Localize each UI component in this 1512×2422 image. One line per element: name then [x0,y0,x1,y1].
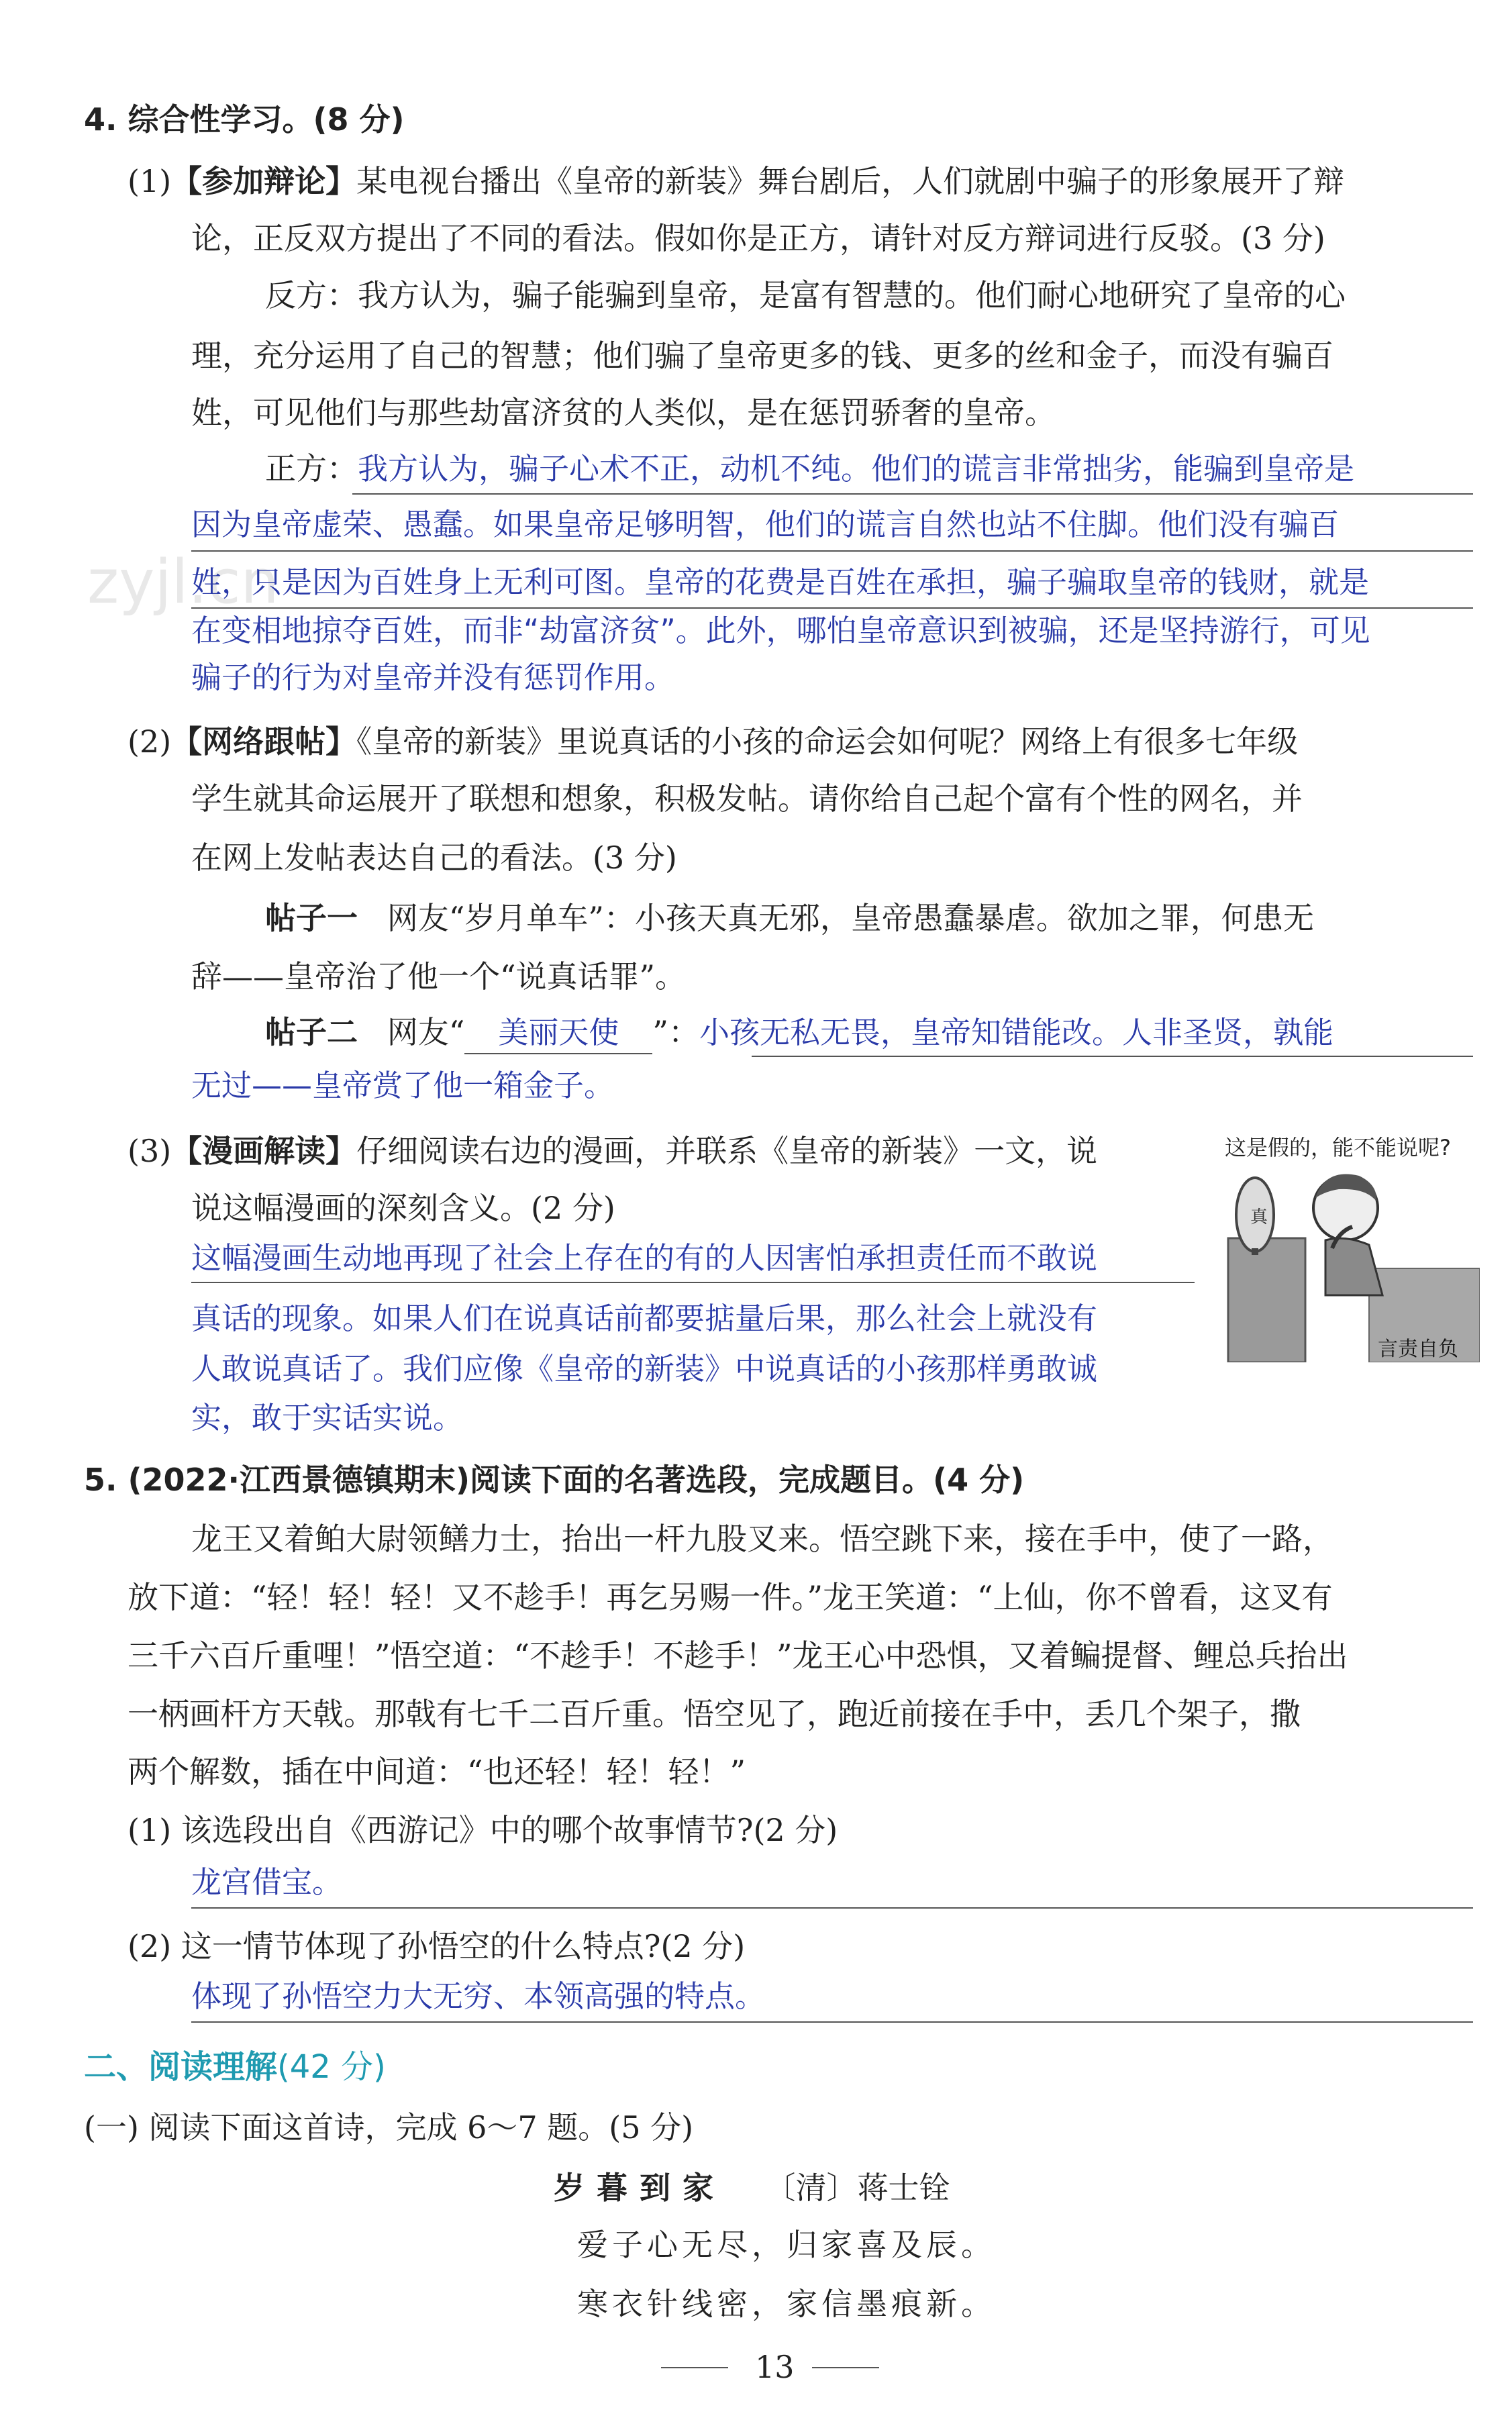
q4-p1-answer2: 因为皇帝虚荣、愚蠢。如果皇帝足够明智，他们的谎言自然也站不住脚。他们没有骗百 [191,507,1340,542]
q4-p3-text1: 仔细阅读右边的漫画，并联系《皇帝的新装》一文，说 [356,1133,1098,1169]
answer-underline [191,1907,1473,1909]
q4-p1-answer1: 我方认为，骗子心术不正，动机不纯。他们的谎言非常拙劣，能骗到皇帝是 [358,451,1355,487]
q5-sub1-question: (1) 该选段出自《西游记》中的哪个故事情节?(2 分) [128,1812,838,1848]
q4-p1-answer4: 在变相地掠夺百姓，而非“劫富济贫”。此外，哪怕皇帝意识到被骗，还是坚持游行，可见 [191,613,1370,648]
cartoon-caption: 这是假的，能不能说呢? [1225,1135,1451,1160]
answer-underline [352,493,1473,495]
q4-p2-num: (2) [128,723,172,760]
poem-heading [554,2168,950,2208]
q4-p3-line1 [128,1131,1097,1171]
poem-line2: 寒衣针线密，家信墨痕新。 [577,2286,996,2322]
q4-post1-line2: 辞——皇帝治了他一个“说真话罪”。 [191,958,687,995]
q4-post2-line1 [265,1012,1333,1054]
q4-post1-line1 [265,898,1314,938]
q4-p3-num: (3) [128,1133,172,1169]
q4-p1-line2: 论，正反双方提出了不同的看法。假如你是正方，请针对反方辩词进行反驳。(3 分) [191,220,1325,256]
part1-header: (一) 阅读下面这首诗，完成 6～7 题。(5 分) [84,2109,694,2146]
q4-post2-answer2: 无过——皇帝赏了他一箱金子。 [191,1068,615,1103]
q4-p1-tag: 【参加辩论】 [171,163,357,199]
answer-underline [191,607,1473,609]
q4-p1-answer5: 骗子的行为对皇帝并没有惩罚作用。 [191,660,675,695]
q4-p3-line2: 说这幅漫画的深刻含义。(2 分) [191,1190,615,1226]
poem-title: 岁暮到家 [554,2170,725,2206]
q4-p2-line3: 在网上发帖表达自己的看法。(3 分) [191,840,677,876]
q5-passage-line3: 三千六百斤重哩！”悟空道：“不趁手！不趁手！”龙王心中恐惧，又着鳊提督、鲤总兵抬出 [128,1637,1348,1674]
q5-passage-line1: 龙王又着鲌大尉领鳝力士，抬出一杆九股叉来。悟空跳下来，接在手中，使了一路， [191,1521,1333,1557]
q4-p1-opp-line1 [265,275,1346,315]
cartoon-illustration [1225,1161,1480,1362]
answer-underline [191,550,1473,552]
q5-passage-line4: 一柄画杆方天戟。那戟有七千二百斤重。悟空见了，跑近前接在手中，丢几个架子，撒 [128,1696,1301,1732]
q4-p2-line1 [128,721,1298,762]
q4-p1-opp-label: 反方： [265,277,358,313]
q5-sub2-answer: 体现了孙悟空力大无穷、本领高强的特点。 [191,1978,766,2014]
page-number: 13 [755,2349,795,2385]
q4-post2-prefix: 网友“ [387,1014,465,1050]
answer-underline [191,2021,1473,2023]
q4-p1-text1: 某电视台播出《皇帝的新装》舞台剧后，人们就剧中骗子的形象展开了辩 [356,163,1345,199]
q4-post2-answer1: 小孩无私无畏，皇帝知错能改。人非圣贤，孰能 [699,1015,1333,1050]
q5-header: 5. (2022·江西景德镇期末)阅读下面的名著选段，完成题目。(4 分) [84,1462,1025,1498]
section-title: 二、阅读理解 [84,2048,278,2086]
answer-underline [752,1056,1473,1057]
q4-p2-tag: 【网络跟帖】 [171,723,357,760]
q4-p1-pro-line1 [265,448,1354,489]
q4-post2-name: 美丽天使 [464,1013,652,1054]
q4-p3-answer4: 实，敢于实话实说。 [191,1400,464,1435]
q4-p1-line1 [128,161,1344,201]
answer-underline [191,1282,1195,1283]
section-score: (42 分) [277,2048,386,2086]
poem-author: 〔清〕蒋士铨 [764,2170,950,2206]
q5-sub1-answer: 龙宫借宝。 [191,1864,343,1900]
q4-p1-pro-label: 正方： [265,450,358,487]
q4-post1-label: 帖子一 [265,900,358,936]
q4-p2-line2: 学生就其命运展开了联想和想象，积极发帖。请你给自己起个富有个性的网名，并 [191,780,1303,817]
q4-post2-label: 帖子二 [265,1014,358,1050]
page-number-rule-right [812,2367,879,2368]
watermark: zyjl.cn [87,547,279,617]
cartoon-wall-text: 言责自负 [1378,1338,1458,1361]
q4-post1-text1: 网友“岁月单车”：小孩天真无邪，皇帝愚蠢暴虐。欲加之罪，何患无 [387,900,1314,936]
cartoon-mirror-text: 真 [1250,1207,1268,1227]
q4-p1-answer3: 姓，只是因为百姓身上无利可图。皇帝的花费是百姓在承担，骗子骗取皇帝的钱财，就是 [191,564,1370,600]
q4-header: 4. 综合性学习。(8 分) [84,101,405,138]
q4-p2-text1: 《皇帝的新装》里说真话的小孩的命运会如何呢？网络上有很多七年级 [356,723,1299,760]
q4-p1-opp-line2: 理，充分运用了自己的智慧；他们骗了皇帝更多的钱、更多的丝和金子，而没有骗百 [191,338,1333,374]
q4-p1-opp-line3: 姓，可见他们与那些劫富济贫的人类似，是在惩罚骄奢的皇帝。 [191,395,1056,431]
q4-p3-answer1: 这幅漫画生动地再现了社会上存在的有的人因害怕承担责任而不敢说 [191,1240,1098,1276]
q4-p3-tag: 【漫画解读】 [171,1133,357,1169]
q5-sub2-question: (2) 这一情节体现了孙悟空的什么特点?(2 分) [128,1928,746,1964]
q4-p3-answer2: 真话的现象。如果人们在说真话前都要掂量后果，那么社会上就没有 [191,1301,1098,1336]
q5-passage-line2: 放下道：“轻！轻！轻！又不趁手！再乞另赐一件。”龙王笑道：“上仙，你不曾看，这叉有 [128,1579,1333,1615]
section-heading [84,2047,386,2087]
q4-post2-mid: ”： [652,1014,699,1050]
q4-p1-opp-text1: 我方认为，骗子能骗到皇帝，是富有智慧的。他们耐心地研究了皇帝的心 [358,277,1346,313]
cartoon-pedestal [1228,1238,1305,1362]
cartoon-mirror-stand [1252,1248,1258,1255]
page-number-rule-left [661,2367,728,2368]
q4-p1-num: (1) [128,163,172,199]
poem-line1: 爱子心无尽，归家喜及辰。 [577,2227,996,2263]
q5-passage-line5: 两个解数，插在中间道：“也还轻！轻！轻！” [128,1754,746,1790]
q4-p3-answer3: 人敢说真话了。我们应像《皇帝的新装》中说真话的小孩那样勇敢诚 [191,1351,1098,1386]
